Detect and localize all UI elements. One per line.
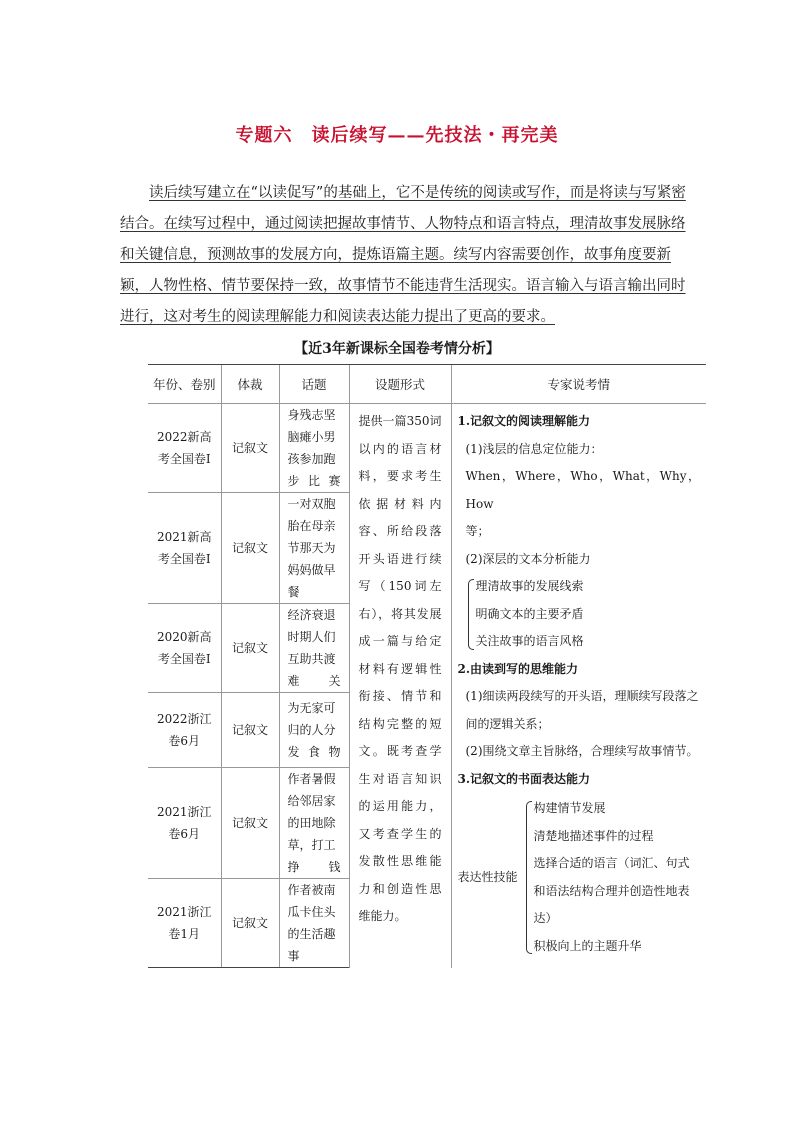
- header-paper: 年份、卷别: [148, 365, 221, 404]
- topic-cell: 作者被南瓜卡住头的生活趣事: [279, 879, 349, 968]
- expert-section-1-heading: 1.记叙文的阅读理解能力: [457, 414, 591, 428]
- expert-section-1b: (2)深层的文本分析能力: [465, 551, 591, 566]
- genre-cell: 记叙文: [221, 604, 279, 693]
- skills-label: 表达性技能: [457, 869, 518, 884]
- table-row: [148, 404, 706, 493]
- genre-cell: 记叙文: [221, 693, 279, 768]
- topic-cell: 作者暑假给邻居家的田地除草，打工挣钱: [279, 768, 349, 879]
- genre-cell: 记叙文: [221, 493, 279, 604]
- page-title: 专题六 读后续写——先技法・再完美: [235, 125, 559, 146]
- intro-paragraph: [120, 178, 696, 333]
- topic-cell: 一对双胞胎在母亲节那天为妈妈做早餐: [279, 493, 349, 604]
- header-genre: 体裁: [221, 365, 279, 404]
- list-item: 明确文本的主要矛盾: [475, 606, 584, 621]
- paper-cell: 2021浙江卷6月: [148, 768, 221, 879]
- table-caption: 【近3年新课标全国卷考情分析】: [294, 341, 500, 357]
- genre-cell: 记叙文: [221, 879, 279, 968]
- expert-wh-end: 等；: [465, 524, 490, 538]
- skills-list: [524, 795, 701, 960]
- header-form: 设题形式: [349, 365, 451, 404]
- list-item: 构建情节发展: [533, 801, 606, 815]
- paper-cell: 2020新高考全国卷Ⅰ: [148, 604, 221, 693]
- paper-cell: 2022浙江卷6月: [148, 693, 221, 768]
- expert-section-2b: (2)围绕文章主旨脉络，合理续写故事情节。: [465, 744, 699, 758]
- genre-cell: 记叙文: [221, 768, 279, 879]
- paper-cell: 2022新高考全国卷Ⅰ: [148, 404, 221, 493]
- list-item: 积极向上的主题升华: [533, 938, 642, 953]
- topic-cell: 为无家可归的人分发食物: [279, 693, 349, 768]
- header-topic: 话题: [279, 365, 349, 404]
- expert-section-2a: (1)细读两段续写的开头语，理顺续写段落之间的逻辑关系；: [465, 689, 699, 731]
- genre-cell: 记叙文: [221, 404, 279, 493]
- expert-section-3-heading: 3.记叙文的书面表达能力: [457, 771, 591, 786]
- expert-cell: [451, 404, 706, 968]
- paper-cell: 2021新高考全国卷Ⅰ: [148, 493, 221, 604]
- list-item: 关注故事的语言风格: [475, 634, 584, 648]
- expert-wh-words: When，Where，Who，What，Why，How: [465, 469, 700, 511]
- expert-analysis-list: [458, 573, 701, 656]
- topic-cell: 身残志坚脑瘫小男孩参加跑步比赛: [279, 404, 349, 493]
- list-item: 选择合适的语言（词汇、句式和语法结构合理并创造性地表达）: [533, 856, 690, 925]
- expert-section-1a: (1)浅层的信息定位能力：: [465, 441, 603, 456]
- exam-analysis-table: [148, 364, 706, 968]
- header-expert: 专家说考情: [451, 365, 706, 404]
- list-item: 清楚地描述事件的过程: [533, 828, 654, 843]
- intro-text: 读后续写建立在“以读促写”的基础上，它不是传统的阅读或写作，而是将读与写紧密结合。在续写过程中，通过阅读把握故事情节、人物特点和语言特点，理清故事发展脉络和关键信息，预测故事的发展方向，提炼语篇主题。续写内容需要创作，故事角度要新颖，人物性格、情节要保持一致，故事情节不能违背生活现实。语言输入与语言输出同时进行，这对考生的阅读理解能力和阅读表达能力提出了更高的要求。: [120, 185, 686, 325]
- list-item: 理清故事的发展线索: [475, 579, 584, 593]
- form-cell: 提供一篇350词以内的语言材料，要求考生依据材料内容、所给段落开头语进行续写（150词左右），将其发展成一篇与给定材料有逻辑性衔接、情节和结构完整的短文。既考查学生对语言知识的运用能力，又考查学生的发散性思维能力和创造性思维能力。: [349, 404, 451, 968]
- topic-cell: 经济衰退时期人们互助共渡难关: [279, 604, 349, 693]
- expert-section-2-heading: 2.由读到写的思维能力: [457, 661, 579, 676]
- expert-skills-group: [458, 795, 701, 960]
- paper-cell: 2021浙江卷1月: [148, 879, 221, 968]
- table-header-row: [148, 365, 706, 404]
